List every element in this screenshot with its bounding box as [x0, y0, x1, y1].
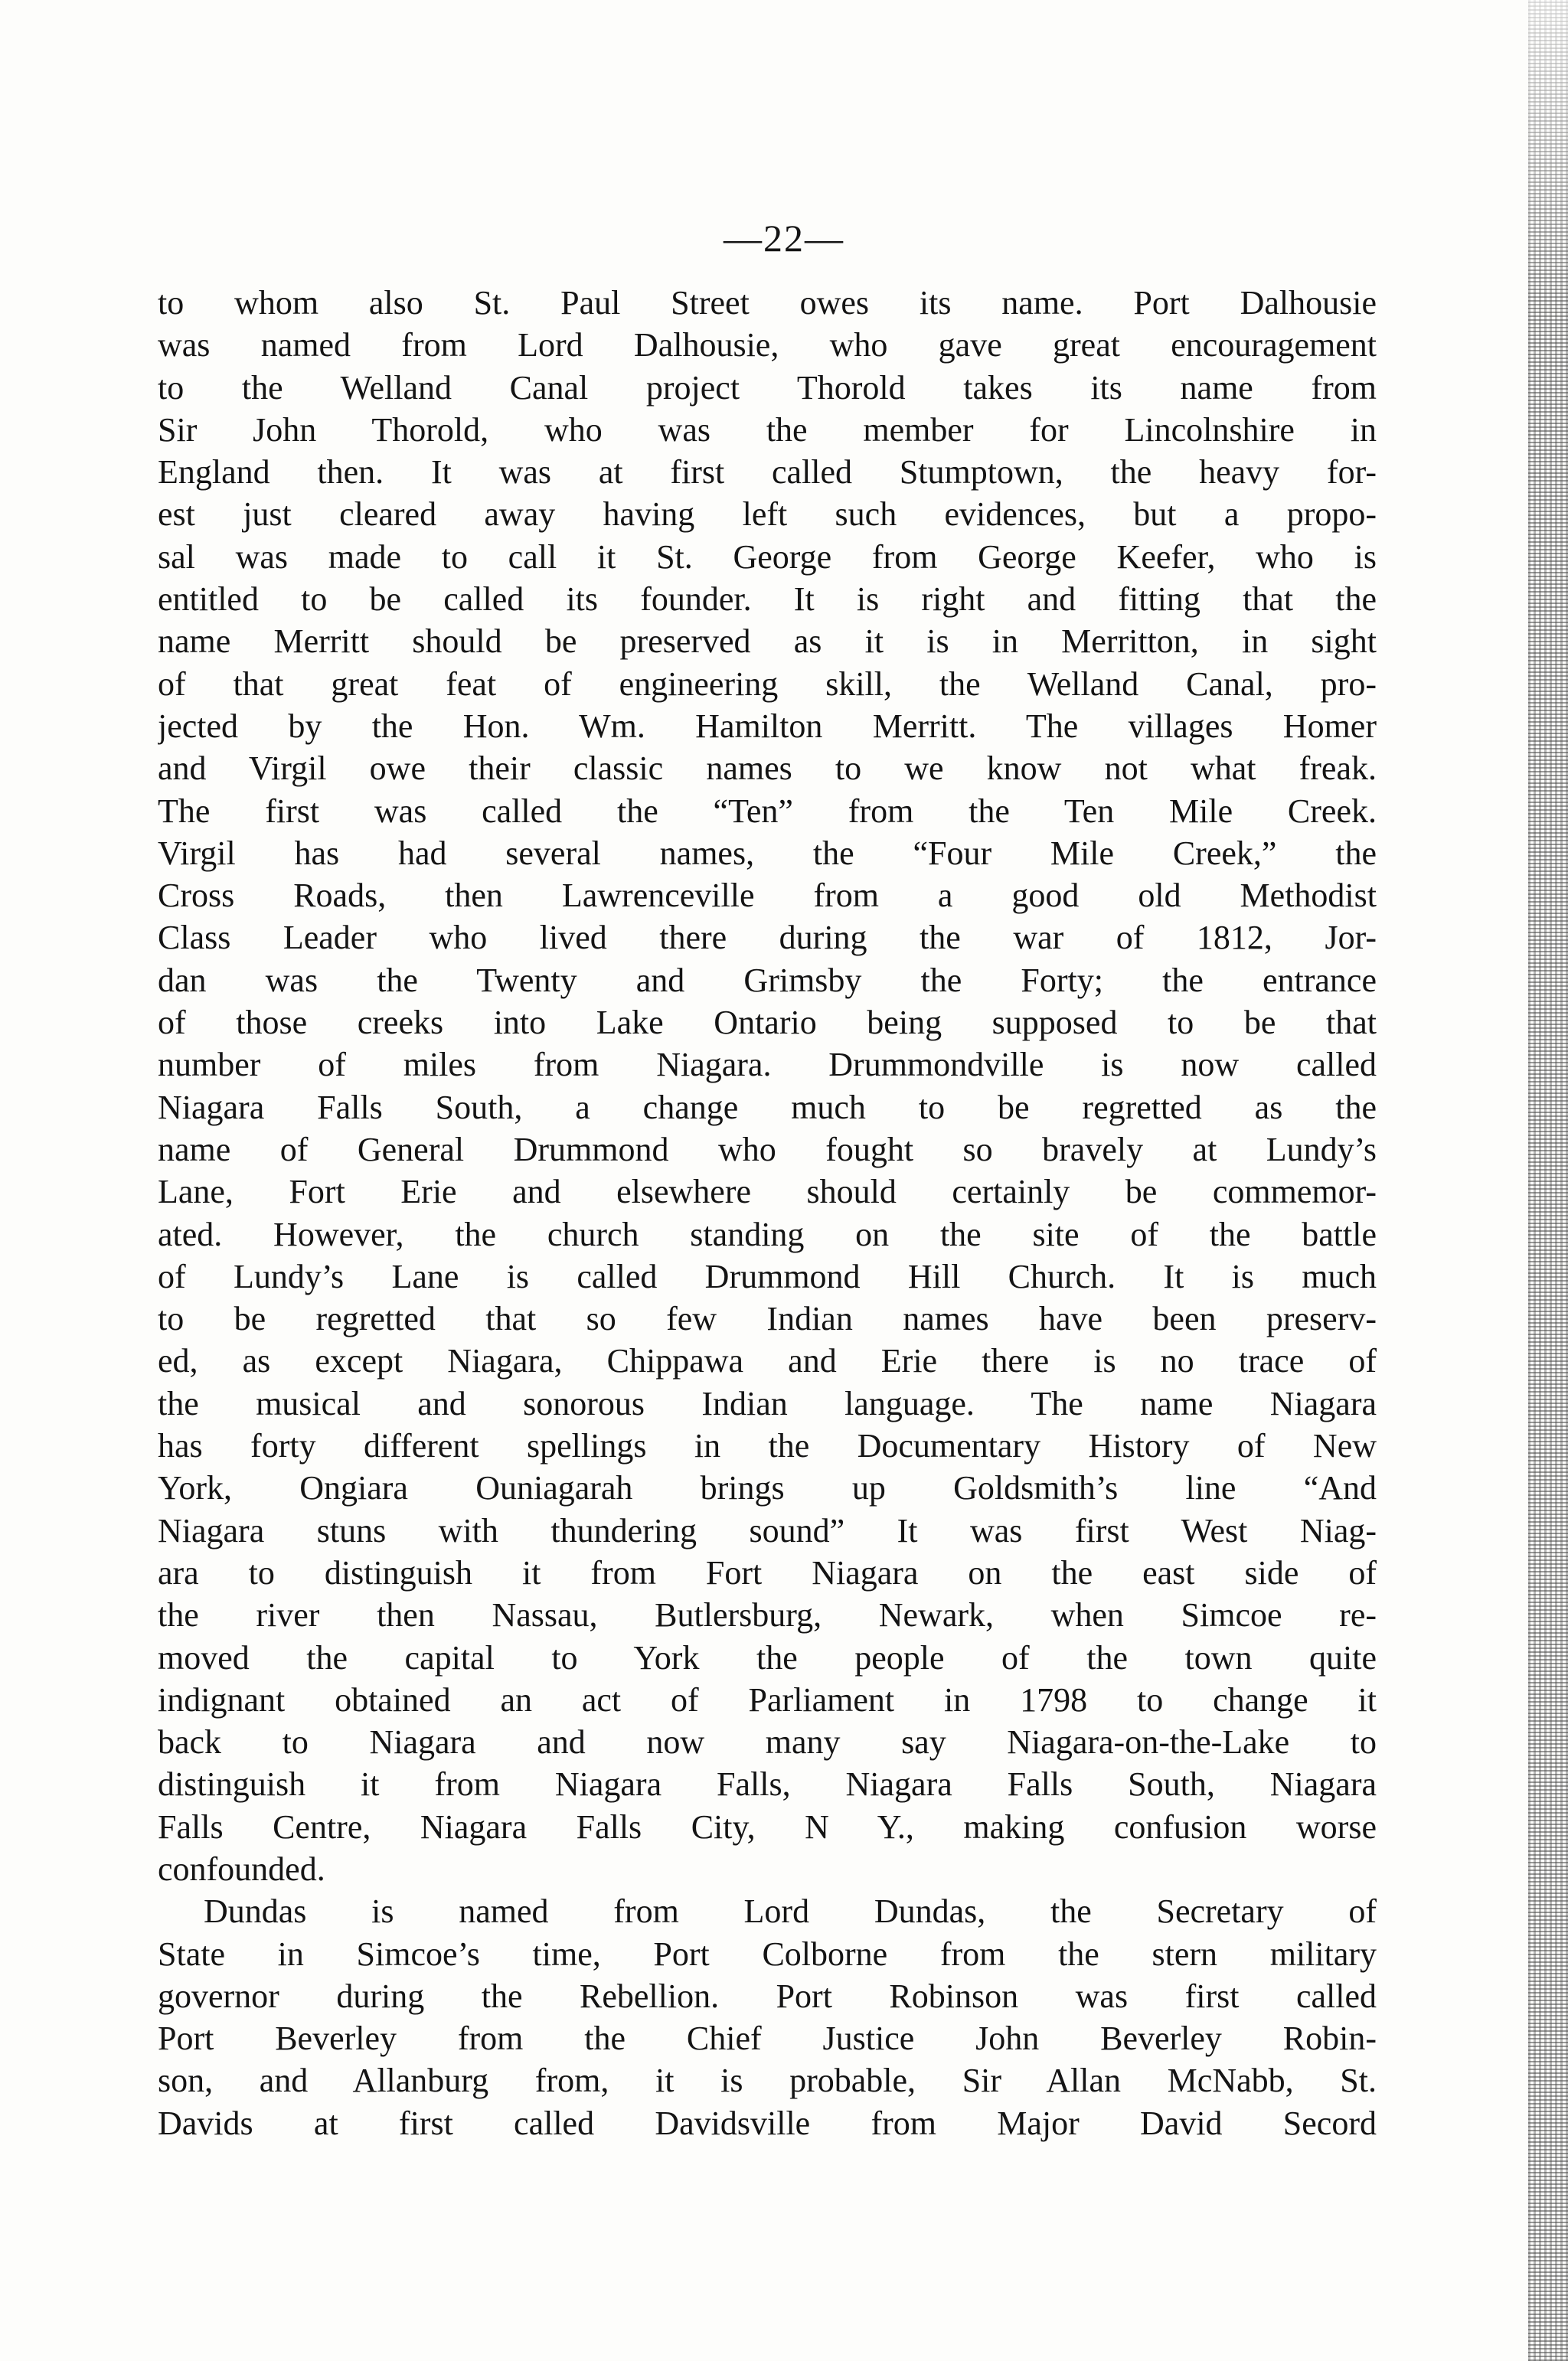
text-line: confounded. — [158, 1850, 325, 1888]
text-line: moved the capital to York the people of the town quite — [158, 1638, 1377, 1677]
text-line: Lane, Fort Erie and elsewhere should certainly be commemor- — [158, 1173, 1377, 1211]
text-line: Cross Roads, then Lawrenceville from a good old Methodist — [158, 877, 1377, 915]
text-line: name Merritt should be preserved as it is in Merritton, in sight — [158, 622, 1377, 661]
text-line: has forty different spellings in the Documentary History of New — [158, 1427, 1377, 1465]
text-line: son, and Allanburg from, it is probable, Sir Allan McNabb, St. — [158, 2062, 1377, 2100]
scanned-page-edge — [1528, 0, 1568, 2361]
text-line: Niagara Falls South, a change much to be regretted as the — [158, 1088, 1377, 1126]
text-line: ara to distinguish it from Fort Niagara on the east side of — [158, 1553, 1377, 1592]
text-line: of Lundy’s Lane is called Drummond Hill Church. It is much — [158, 1257, 1377, 1295]
text-line: and Virgil owe their classic names to we know not what freak. — [158, 749, 1377, 788]
text-line: dan was the Twenty and Grimsby the Forty; the entrance — [158, 961, 1377, 999]
text-line: jected by the Hon. Wm. Hamilton Merritt. The villages Homer — [158, 707, 1377, 745]
text-line: name of General Drummond who fought so bravely at Lundy’s — [158, 1130, 1377, 1168]
text-line: Port Beverley from the Chief Justice John Beverley Robin- — [158, 2020, 1377, 2058]
text-line: to whom also St. Paul Street owes its name. Port Dalhousie — [158, 284, 1377, 322]
text-line: was named from Lord Dalhousie, who gave great encouragement — [158, 326, 1377, 364]
text-line: Falls Centre, Niagara Falls City, N Y., making confusion worse — [158, 1807, 1377, 1846]
text-line: indignant obtained an act of Parliament in 1798 to change it — [158, 1680, 1377, 1719]
text-line: Davids at first called Davidsville from Major David Secord — [158, 2104, 1377, 2142]
text-line: State in Simcoe’s time, Port Colborne from the stern military — [158, 1935, 1377, 1973]
paragraph-2 — [158, 1890, 1377, 2144]
text-line: ed, as except Niagara, Chippawa and Erie there is no trace of — [158, 1342, 1377, 1380]
text-line: the river then Nassau, Butlersburg, Newark, when Simcoe re- — [158, 1596, 1377, 1634]
text-line: Dundas is named from Lord Dundas, the Secretary of — [204, 1892, 1377, 1931]
text-line: est just cleared away having left such evidences, but a propo- — [158, 495, 1377, 534]
text-line: England then. It was at first called Stumptown, the heavy for- — [158, 453, 1377, 491]
paragraph-1 — [158, 282, 1377, 1890]
text-line: back to Niagara and now many say Niagara-on-the-Lake to — [158, 1723, 1377, 1762]
text-line: ated. However, the church standing on the site of the battle — [158, 1215, 1377, 1253]
text-line: distinguish it from Niagara Falls, Niagara Falls South, Niagara — [158, 1765, 1377, 1804]
text-line: Niagara stuns with thundering sound” It was first West Niag- — [158, 1511, 1377, 1550]
page-number: —22— — [724, 217, 844, 260]
text-line: of that great feat of engineering skill, the Welland Canal, pro- — [158, 665, 1377, 703]
text-line: Class Leader who lived there during the war of 1812, Jor- — [158, 919, 1377, 957]
text-line: entitled to be called its founder. It is right and fitting that the — [158, 580, 1377, 619]
text-line: the musical and sonorous Indian language. The name Niagara — [158, 1384, 1377, 1422]
text-line: of those creeks into Lake Ontario being supposed to be that — [158, 1004, 1377, 1042]
text-line: to the Welland Canal project Thorold takes its name from — [158, 368, 1377, 407]
text-line: The first was called the “Ten” from the Ten Mile Creek. — [158, 792, 1377, 830]
text-line: number of miles from Niagara. Drummondville is now called — [158, 1046, 1377, 1084]
text-line: to be regretted that so few Indian names have been preserv- — [158, 1300, 1377, 1338]
text-line: governor during the Rebellion. Port Robinson was first called — [158, 1977, 1377, 2015]
text-line: Sir John Thorold, who was the member for Lincolnshire in — [158, 410, 1377, 449]
text-line: sal was made to call it St. George from George Keefer, who is — [158, 537, 1377, 576]
text-line: York, Ongiara Ouniagarah brings up Goldsmith’s line “And — [158, 1469, 1377, 1507]
body-text — [158, 282, 1377, 2144]
text-line: Virgil has had several names, the “Four Mile Creek,” the — [158, 834, 1377, 872]
